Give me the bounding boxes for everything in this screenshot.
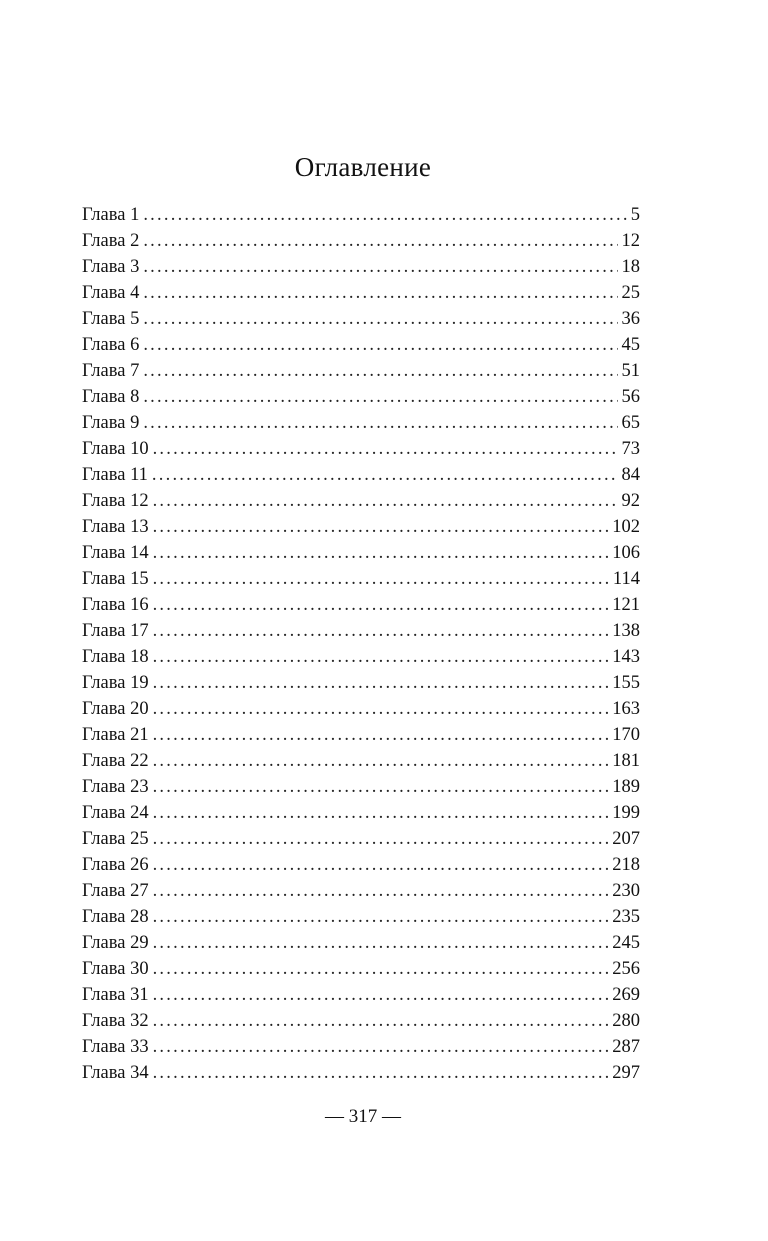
toc-entry-page-number: 106	[608, 540, 640, 566]
toc-entry-page-number: 163	[608, 696, 640, 722]
toc-entry	[82, 592, 640, 618]
toc-entry-page-number: 102	[608, 514, 640, 540]
dot-leader	[153, 904, 609, 930]
toc-entry-page-number: 280	[608, 1008, 640, 1034]
toc-entry-page-number: 51	[618, 358, 641, 384]
dot-leader	[143, 254, 617, 280]
toc-entry-label: Глава 13	[82, 514, 153, 540]
dot-leader	[153, 852, 609, 878]
toc-entry-label: Глава 20	[82, 696, 153, 722]
toc-entry-label: Глава 4	[82, 280, 143, 306]
dot-leader	[153, 670, 609, 696]
toc-entry	[82, 410, 640, 436]
toc-entry	[82, 254, 640, 280]
toc-entry-page-number: 297	[608, 1060, 640, 1086]
toc-entry	[82, 1034, 640, 1060]
toc-entry-label: Глава 31	[82, 982, 153, 1008]
toc-entry-label: Глава 8	[82, 384, 143, 410]
toc-entry	[82, 306, 640, 332]
toc-entry-page-number: 138	[608, 618, 640, 644]
dot-leader	[143, 384, 617, 410]
toc-entry-label: Глава 23	[82, 774, 153, 800]
dot-leader	[153, 748, 609, 774]
toc-entry-page-number: 36	[618, 306, 641, 332]
dot-leader	[153, 774, 609, 800]
toc-entry-label: Глава 32	[82, 1008, 153, 1034]
toc-entry-page-number: 5	[627, 202, 640, 228]
toc-entry-page-number: 207	[608, 826, 640, 852]
toc-entry-label: Глава 6	[82, 332, 143, 358]
toc-entry	[82, 280, 640, 306]
toc-entry	[82, 202, 640, 228]
page-title: Оглавление	[294, 152, 432, 182]
toc-entry-page-number: 121	[608, 592, 640, 618]
toc-entry-page-number: 45	[618, 332, 641, 358]
toc-entry-page-number: 287	[608, 1034, 640, 1060]
toc-entry	[82, 878, 640, 904]
toc-entry	[82, 514, 640, 540]
toc-entry-page-number: 155	[608, 670, 640, 696]
dot-leader	[143, 410, 617, 436]
dot-leader	[153, 956, 609, 982]
toc-entry-page-number: 269	[608, 982, 640, 1008]
toc-entry	[82, 800, 640, 826]
toc-entry-page-number: 230	[608, 878, 640, 904]
dot-leader	[153, 488, 618, 514]
toc-entry	[82, 722, 640, 748]
dot-leader	[153, 982, 609, 1008]
toc-entry-page-number: 84	[618, 462, 641, 488]
toc-entry-label: Глава 33	[82, 1034, 153, 1060]
toc-entry-page-number: 56	[618, 384, 641, 410]
toc-entry	[82, 228, 640, 254]
dot-leader	[143, 358, 617, 384]
toc-entry-label: Глава 16	[82, 592, 153, 618]
dot-leader	[153, 644, 609, 670]
dot-leader	[153, 930, 609, 956]
toc-entry-page-number: 245	[608, 930, 640, 956]
toc-entry-page-number: 199	[608, 800, 640, 826]
toc-entry-label: Глава 17	[82, 618, 153, 644]
toc-entry	[82, 488, 640, 514]
toc-entry-label: Глава 11	[82, 462, 152, 488]
dot-leader	[153, 1034, 609, 1060]
toc-entry-label: Глава 2	[82, 228, 143, 254]
toc-entry-label: Глава 5	[82, 306, 143, 332]
dot-leader	[153, 1060, 609, 1086]
toc-entry-label: Глава 29	[82, 930, 153, 956]
dot-leader	[153, 696, 609, 722]
toc-entry-page-number: 114	[609, 566, 640, 592]
toc-entry	[82, 384, 640, 410]
toc-entry-page-number: 18	[618, 254, 641, 280]
dot-leader	[153, 826, 609, 852]
toc-entry-label: Глава 28	[82, 904, 153, 930]
dot-leader	[153, 722, 609, 748]
toc-entry-label: Глава 24	[82, 800, 153, 826]
toc-entry-page-number: 143	[608, 644, 640, 670]
toc-entry-page-number: 65	[618, 410, 641, 436]
table-of-contents	[82, 202, 640, 1086]
toc-entry	[82, 540, 640, 566]
dot-leader	[153, 878, 609, 904]
toc-entry	[82, 332, 640, 358]
toc-entry-label: Глава 34	[82, 1060, 153, 1086]
toc-entry-label: Глава 15	[82, 566, 153, 592]
toc-entry	[82, 436, 640, 462]
dot-leader	[143, 202, 626, 228]
page-number: — 317 —	[325, 1106, 401, 1127]
toc-entry-label: Глава 30	[82, 956, 153, 982]
toc-entry-label: Глава 7	[82, 358, 143, 384]
toc-entry	[82, 696, 640, 722]
toc-entry-label: Глава 26	[82, 852, 153, 878]
toc-entry-label: Глава 3	[82, 254, 143, 280]
dot-leader	[153, 566, 609, 592]
toc-entry	[82, 670, 640, 696]
toc-entry	[82, 930, 640, 956]
dot-leader	[143, 306, 617, 332]
toc-entry	[82, 566, 640, 592]
toc-entry-label: Глава 25	[82, 826, 153, 852]
toc-entry-page-number: 25	[618, 280, 641, 306]
toc-entry-page-number: 218	[608, 852, 640, 878]
dot-leader	[143, 228, 617, 254]
toc-entry-page-number: 73	[618, 436, 641, 462]
toc-entry	[82, 904, 640, 930]
dot-leader	[152, 462, 618, 488]
toc-entry	[82, 358, 640, 384]
toc-entry-label: Глава 12	[82, 488, 153, 514]
dot-leader	[143, 332, 617, 358]
toc-entry	[82, 748, 640, 774]
dot-leader	[153, 618, 609, 644]
toc-entry-page-number: 256	[608, 956, 640, 982]
toc-entry-page-number: 170	[608, 722, 640, 748]
toc-entry-page-number: 12	[618, 228, 641, 254]
dot-leader	[153, 540, 609, 566]
toc-entry	[82, 462, 640, 488]
toc-entry-label: Глава 18	[82, 644, 153, 670]
toc-entry	[82, 618, 640, 644]
dot-leader	[153, 514, 609, 540]
toc-entry-page-number: 235	[608, 904, 640, 930]
toc-entry	[82, 982, 640, 1008]
toc-entry-label: Глава 22	[82, 748, 153, 774]
toc-entry-label: Глава 10	[82, 436, 153, 462]
dot-leader	[153, 436, 618, 462]
toc-entry-label: Глава 21	[82, 722, 153, 748]
toc-entry	[82, 826, 640, 852]
toc-entry	[82, 1060, 640, 1086]
toc-entry-label: Глава 14	[82, 540, 153, 566]
toc-entry-label: Глава 9	[82, 410, 143, 436]
toc-entry	[82, 956, 640, 982]
toc-entry-label: Глава 27	[82, 878, 153, 904]
toc-entry	[82, 1008, 640, 1034]
toc-entry-page-number: 92	[618, 488, 641, 514]
dot-leader	[153, 800, 609, 826]
toc-entry	[82, 852, 640, 878]
toc-entry-label: Глава 1	[82, 202, 143, 228]
toc-entry	[82, 774, 640, 800]
toc-entry-label: Глава 19	[82, 670, 153, 696]
toc-entry-page-number: 189	[608, 774, 640, 800]
dot-leader	[153, 592, 609, 618]
toc-entry	[82, 644, 640, 670]
dot-leader	[153, 1008, 609, 1034]
toc-entry-page-number: 181	[608, 748, 640, 774]
dot-leader	[143, 280, 617, 306]
